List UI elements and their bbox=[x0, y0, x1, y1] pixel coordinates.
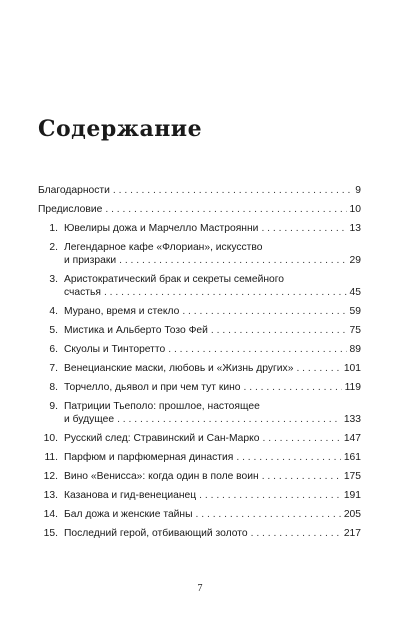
toc-entry-page: 175 bbox=[343, 471, 361, 482]
toc-entry-title: и призраки bbox=[64, 255, 117, 266]
toc-entry-title: Предисловие bbox=[38, 204, 103, 215]
toc-entry bbox=[38, 527, 361, 540]
toc-entry-title: Последний герой, отбивающий золото bbox=[64, 528, 248, 539]
toc-entry bbox=[38, 184, 361, 197]
toc-entry bbox=[38, 203, 361, 216]
toc-entry-title: Вино «Венисса»: когда один в поле воин bbox=[64, 471, 259, 482]
toc-entry-page: 89 bbox=[349, 344, 361, 355]
toc-entry bbox=[38, 222, 361, 235]
toc-entry-number: 11. bbox=[44, 452, 58, 463]
toc-entry-page: 9 bbox=[355, 185, 361, 196]
toc-entry-number: 13. bbox=[43, 490, 58, 501]
toc-entry-title: Бал дожа и женские тайны bbox=[64, 509, 193, 520]
toc-entry-page: 75 bbox=[349, 325, 361, 336]
toc-entry bbox=[38, 324, 361, 337]
toc-entry-number: 8. bbox=[49, 382, 58, 393]
toc-entry bbox=[38, 470, 361, 483]
toc-entry-number: 3. bbox=[49, 274, 58, 285]
page-title: Содержание bbox=[38, 116, 203, 142]
toc-entry-page: 147 bbox=[343, 433, 361, 444]
toc-entry-title: Патриции Тьеполо: прошлое, настоящее bbox=[64, 401, 260, 412]
dot-leader bbox=[263, 432, 341, 445]
dot-leader bbox=[119, 254, 346, 267]
toc-entry-page: 191 bbox=[343, 490, 361, 501]
toc-entry-page: 161 bbox=[343, 452, 361, 463]
toc-entry-number: 1. bbox=[49, 223, 58, 234]
toc-entry-number: 14. bbox=[43, 509, 58, 520]
toc-entry bbox=[38, 241, 361, 267]
toc-entry-title: Благодарности bbox=[38, 185, 110, 196]
toc-entry-number: 4. bbox=[49, 306, 58, 317]
toc-entry bbox=[38, 305, 361, 318]
toc-entry-page: 13 bbox=[349, 223, 361, 234]
dot-leader bbox=[296, 362, 340, 375]
toc-entry-title: счастья bbox=[64, 287, 101, 298]
dot-leader bbox=[261, 222, 346, 235]
toc-entry-page: 45 bbox=[349, 287, 361, 298]
toc-entry-page: 119 bbox=[344, 382, 361, 393]
toc-entry bbox=[38, 400, 361, 426]
toc-entry-title: Аристократический брак и секреты семейного bbox=[64, 274, 285, 285]
toc-entry bbox=[38, 432, 361, 445]
toc-entry-title: Парфюм и парфюмерная династия bbox=[64, 452, 234, 463]
dot-leader bbox=[236, 451, 340, 464]
toc-entry-number: 7. bbox=[49, 363, 58, 374]
toc-entry bbox=[38, 381, 361, 394]
toc-entry-page: 217 bbox=[343, 528, 361, 539]
toc-entry-page: 205 bbox=[343, 509, 361, 520]
toc-entry-page: 101 bbox=[343, 363, 361, 374]
toc-entry-title: Мистика и Альберто Тозо Фей bbox=[64, 325, 208, 336]
toc-entry-title: Скуолы и Тинторетто bbox=[64, 344, 166, 355]
toc-entry-number: 12. bbox=[43, 471, 58, 482]
toc-entry-page: 59 bbox=[349, 306, 361, 317]
toc-entry-title: и будущее bbox=[64, 414, 115, 425]
dot-leader bbox=[211, 324, 347, 337]
dot-leader bbox=[105, 203, 346, 216]
dot-leader bbox=[113, 184, 352, 197]
dot-leader bbox=[104, 286, 347, 299]
toc-entry-number: 10. bbox=[43, 433, 58, 444]
toc-entry bbox=[38, 273, 361, 299]
dot-leader bbox=[196, 508, 341, 521]
toc-entry-title: Русский след: Стравинский и Сан-Марко bbox=[64, 433, 260, 444]
toc-entry-number: 5. bbox=[49, 325, 58, 336]
dot-leader bbox=[117, 413, 341, 426]
toc-entry-title: Ювелиры дожа и Марчелло Мастроянни bbox=[64, 223, 259, 234]
toc-entry bbox=[38, 508, 361, 521]
toc-entry-number: 15. bbox=[43, 528, 58, 539]
toc-entry bbox=[38, 489, 361, 502]
toc-entry bbox=[38, 451, 361, 464]
toc-entry-number: 6. bbox=[49, 344, 58, 355]
dot-leader bbox=[251, 527, 341, 540]
toc-entry bbox=[38, 343, 361, 356]
page-number: 7 bbox=[197, 583, 203, 594]
toc-entry-page: 133 bbox=[343, 414, 361, 425]
toc-entry-title: Торчелло, дьявол и при чем тут кино bbox=[64, 382, 241, 393]
dot-leader bbox=[168, 343, 346, 356]
table-of-contents bbox=[38, 184, 361, 546]
toc-entry-title: Казанова и гид-венецианец bbox=[64, 490, 197, 501]
dot-leader bbox=[262, 470, 341, 483]
toc-entry-title: Мурано, время и стекло bbox=[64, 306, 180, 317]
toc-entry-page: 29 bbox=[349, 255, 361, 266]
toc-entry-number: 9. bbox=[49, 401, 58, 412]
dot-leader bbox=[199, 489, 341, 502]
toc-entry-title: Венецианские маски, любовь и «Жизнь других» bbox=[64, 363, 294, 374]
toc-entry bbox=[38, 362, 361, 375]
dot-leader bbox=[244, 381, 342, 394]
dot-leader bbox=[182, 305, 346, 318]
toc-entry-number: 2. bbox=[49, 242, 58, 253]
toc-entry-title: Легендарное кафе «Флориан», искусство bbox=[64, 242, 263, 253]
toc-entry-page: 10 bbox=[349, 204, 361, 215]
